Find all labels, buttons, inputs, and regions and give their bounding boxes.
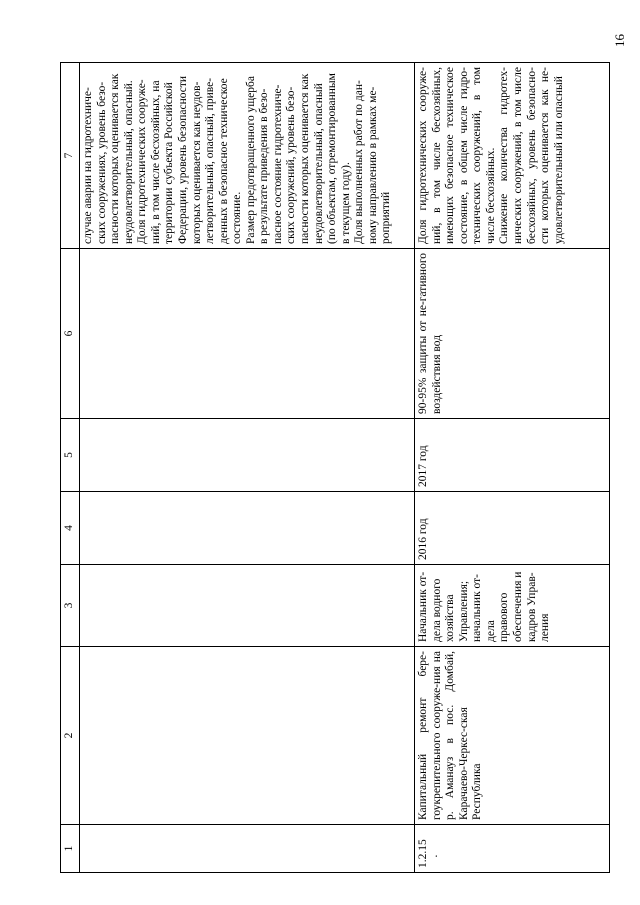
indicator-line: в текущем году). <box>339 162 352 244</box>
indicator-line: Доля гидротехнических сооруже- <box>136 79 149 244</box>
indicator-line: Размер предотвращенного ущерба <box>244 76 257 244</box>
indicator-line: летворительный, опасный, приве- <box>204 77 217 244</box>
indicator-line: денных в безопасное техническое <box>217 78 230 244</box>
row-number: 1.2.15 <box>417 839 429 868</box>
activities-table <box>60 62 610 873</box>
indicator-line: неудовлетворительный, опасный <box>312 83 325 244</box>
column-number: 7 <box>61 63 80 249</box>
indicators-cell <box>415 63 610 249</box>
responsible-executor: Начальник от-дела водного хозяйства Управления; начальник от-дела правового обеспечения и кадров Управ-ления <box>415 565 610 647</box>
indicator-text: Доля гидротехнических сооруже-ний, в том числе бесхозяйных, имеющих безопасное техническое состояние, в общем числе гидро-технических сооружений, в том числе бесхозяйных. <box>417 67 497 244</box>
indicator-line: Федерации, уровень безопасности <box>176 75 189 244</box>
indicator-line: роприятий <box>380 191 393 244</box>
indicator-text: Снижение количества гидротех-нических сооружений, в том числе бесхозяйных, уровень безопасно-сти которых оценивается как не-удовлетворительный или опасный <box>498 67 565 244</box>
indicator-line: случае аварии на гидротехниче- <box>82 87 94 244</box>
indicator-line: ному направлению в рамках ме- <box>366 86 379 244</box>
column-number: 3 <box>61 565 80 647</box>
indicator-line: пасности которых оценивается как <box>109 73 122 244</box>
indicator-line: ских сооружениях, уровень безо- <box>95 81 108 244</box>
indicator-line: пасное состояние гидротехниче- <box>271 84 284 244</box>
empty-cell <box>80 249 415 419</box>
margin-mark: · <box>430 854 443 858</box>
column-number: 5 <box>61 419 80 492</box>
indicator-line: (по объектам, отремонтированным <box>326 73 339 244</box>
expected-result: 90-95% защиты от не-гативного воздействия вод <box>415 249 610 419</box>
rotated-page <box>60 63 610 873</box>
indicator-line: состояние. <box>231 191 244 244</box>
column-number: 4 <box>61 492 80 565</box>
empty-cell <box>80 825 415 873</box>
indicator-line: в результате приведения в безо- <box>258 88 271 244</box>
empty-cell <box>80 565 415 647</box>
indicator-line: пасности которых оценивается как <box>299 73 311 244</box>
table-row <box>415 63 610 873</box>
start-year: 2016 год <box>415 492 610 565</box>
indicator-line: неудовлетворительный, опасный. <box>122 80 135 244</box>
column-number-row <box>61 63 80 873</box>
indicator-line: Доля выполненных работ по дан- <box>353 80 366 244</box>
empty-cell <box>80 647 415 825</box>
column-number: 2 <box>61 647 80 825</box>
measure-name: Капитальный ремонт бере-гоукрепительного сооруже-ния на р. Аманауз в пос. Домбай, Карачаево-Черкес-ская Республика <box>415 647 610 825</box>
empty-cell <box>80 492 415 565</box>
indicator-line: ских сооружений, уровень безо- <box>285 86 298 244</box>
indicator-line: территории субъекта Российской <box>163 82 176 244</box>
page-number: 16 <box>612 34 627 47</box>
column-number: 6 <box>61 249 80 419</box>
indicator-line: ний, в том числе бесхозяйных, на <box>149 80 162 244</box>
indicator-line: которых оценивается как неудов- <box>190 81 203 244</box>
continuation-row <box>80 63 415 873</box>
row-number-cell <box>415 825 610 873</box>
end-year: 2017 год <box>415 419 610 492</box>
indicators-continued <box>80 63 415 249</box>
empty-cell <box>80 419 415 492</box>
column-number: 1 <box>61 825 80 873</box>
